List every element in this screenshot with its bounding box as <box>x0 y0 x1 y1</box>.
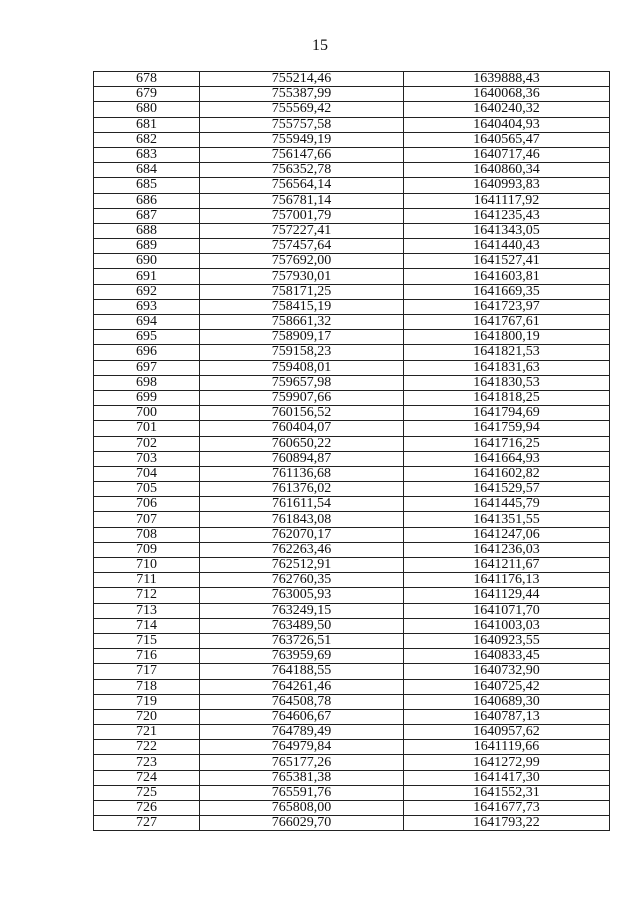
point-number-cell: 718 <box>94 679 200 694</box>
point-number-cell: 720 <box>94 709 200 724</box>
point-number-cell: 685 <box>94 178 200 193</box>
x-coordinate-cell: 760404,07 <box>200 421 404 436</box>
point-number-cell: 704 <box>94 466 200 481</box>
x-coordinate-cell: 764188,55 <box>200 664 404 679</box>
x-coordinate-cell: 758171,25 <box>200 284 404 299</box>
point-number-cell: 695 <box>94 330 200 345</box>
table-row <box>94 87 610 102</box>
point-number-cell: 726 <box>94 801 200 816</box>
table-row <box>94 588 610 603</box>
y-coordinate-cell: 1640732,90 <box>404 664 610 679</box>
table-row <box>94 664 610 679</box>
y-coordinate-cell: 1640565,47 <box>404 132 610 147</box>
y-coordinate-cell: 1641793,22 <box>404 816 610 831</box>
point-number-cell: 694 <box>94 315 200 330</box>
y-coordinate-cell: 1640068,36 <box>404 87 610 102</box>
y-coordinate-cell: 1641830,53 <box>404 375 610 390</box>
x-coordinate-cell: 758661,32 <box>200 315 404 330</box>
point-number-cell: 686 <box>94 193 200 208</box>
y-coordinate-cell: 1640923,55 <box>404 633 610 648</box>
point-number-cell: 712 <box>94 588 200 603</box>
point-number-cell: 696 <box>94 345 200 360</box>
point-number-cell: 708 <box>94 527 200 542</box>
point-number-cell: 688 <box>94 223 200 238</box>
x-coordinate-cell: 757227,41 <box>200 223 404 238</box>
y-coordinate-cell: 1640404,93 <box>404 117 610 132</box>
table-row <box>94 132 610 147</box>
x-coordinate-cell: 764261,46 <box>200 679 404 694</box>
y-coordinate-cell: 1641445,79 <box>404 497 610 512</box>
point-number-cell: 697 <box>94 360 200 375</box>
point-number-cell: 700 <box>94 406 200 421</box>
table-row <box>94 755 610 770</box>
page-number: 15 <box>312 37 328 54</box>
table-row <box>94 117 610 132</box>
point-number-cell: 703 <box>94 451 200 466</box>
table-row <box>94 740 610 755</box>
table-row <box>94 618 610 633</box>
point-number-cell: 715 <box>94 633 200 648</box>
table-row <box>94 542 610 557</box>
point-number-cell: 709 <box>94 542 200 557</box>
point-number-cell: 713 <box>94 603 200 618</box>
y-coordinate-cell: 1641723,97 <box>404 299 610 314</box>
y-coordinate-cell: 1641821,53 <box>404 345 610 360</box>
point-number-cell: 692 <box>94 284 200 299</box>
x-coordinate-cell: 757457,64 <box>200 239 404 254</box>
table-row <box>94 482 610 497</box>
y-coordinate-cell: 1639888,43 <box>404 72 610 87</box>
y-coordinate-cell: 1641818,25 <box>404 390 610 405</box>
y-coordinate-cell: 1641236,03 <box>404 542 610 557</box>
point-number-cell: 680 <box>94 102 200 117</box>
table-row <box>94 421 610 436</box>
x-coordinate-cell: 757692,00 <box>200 254 404 269</box>
point-number-cell: 681 <box>94 117 200 132</box>
point-number-cell: 705 <box>94 482 200 497</box>
y-coordinate-cell: 1641129,44 <box>404 588 610 603</box>
point-number-cell: 699 <box>94 390 200 405</box>
table-row <box>94 709 610 724</box>
y-coordinate-cell: 1641794,69 <box>404 406 610 421</box>
y-coordinate-cell: 1640689,30 <box>404 694 610 709</box>
y-coordinate-cell: 1640860,34 <box>404 163 610 178</box>
table-row <box>94 466 610 481</box>
coordinates-table-body <box>94 72 610 831</box>
x-coordinate-cell: 761376,02 <box>200 482 404 497</box>
table-row <box>94 193 610 208</box>
table-row <box>94 436 610 451</box>
point-number-cell: 690 <box>94 254 200 269</box>
point-number-cell: 679 <box>94 87 200 102</box>
point-number-cell: 678 <box>94 72 200 87</box>
y-coordinate-cell: 1640787,13 <box>404 709 610 724</box>
table-row <box>94 360 610 375</box>
x-coordinate-cell: 765808,00 <box>200 801 404 816</box>
point-number-cell: 687 <box>94 208 200 223</box>
table-row <box>94 72 610 87</box>
x-coordinate-cell: 759158,23 <box>200 345 404 360</box>
point-number-cell: 682 <box>94 132 200 147</box>
y-coordinate-cell: 1641552,31 <box>404 785 610 800</box>
x-coordinate-cell: 755214,46 <box>200 72 404 87</box>
table-row <box>94 679 610 694</box>
x-coordinate-cell: 759408,01 <box>200 360 404 375</box>
table-row <box>94 603 610 618</box>
table-row <box>94 102 610 117</box>
y-coordinate-cell: 1640240,32 <box>404 102 610 117</box>
x-coordinate-cell: 762070,17 <box>200 527 404 542</box>
y-coordinate-cell: 1641272,99 <box>404 755 610 770</box>
point-number-cell: 716 <box>94 649 200 664</box>
y-coordinate-cell: 1641716,25 <box>404 436 610 451</box>
coordinates-table <box>93 71 610 831</box>
x-coordinate-cell: 760894,87 <box>200 451 404 466</box>
y-coordinate-cell: 1640833,45 <box>404 649 610 664</box>
table-row <box>94 223 610 238</box>
table-row <box>94 239 610 254</box>
table-row <box>94 770 610 785</box>
y-coordinate-cell: 1641071,70 <box>404 603 610 618</box>
point-number-cell: 723 <box>94 755 200 770</box>
table-row <box>94 390 610 405</box>
table-row <box>94 816 610 831</box>
x-coordinate-cell: 756564,14 <box>200 178 404 193</box>
y-coordinate-cell: 1641343,05 <box>404 223 610 238</box>
table-row <box>94 451 610 466</box>
x-coordinate-cell: 761136,68 <box>200 466 404 481</box>
y-coordinate-cell: 1641800,19 <box>404 330 610 345</box>
point-number-cell: 711 <box>94 573 200 588</box>
x-coordinate-cell: 764979,84 <box>200 740 404 755</box>
x-coordinate-cell: 755757,58 <box>200 117 404 132</box>
table-row <box>94 497 610 512</box>
y-coordinate-cell: 1641119,66 <box>404 740 610 755</box>
table-row <box>94 694 610 709</box>
y-coordinate-cell: 1641767,61 <box>404 315 610 330</box>
y-coordinate-cell: 1640717,46 <box>404 147 610 162</box>
table-row <box>94 512 610 527</box>
x-coordinate-cell: 762760,35 <box>200 573 404 588</box>
y-coordinate-cell: 1641669,35 <box>404 284 610 299</box>
y-coordinate-cell: 1641759,94 <box>404 421 610 436</box>
y-coordinate-cell: 1641117,92 <box>404 193 610 208</box>
y-coordinate-cell: 1641351,55 <box>404 512 610 527</box>
x-coordinate-cell: 764789,49 <box>200 725 404 740</box>
x-coordinate-cell: 762263,46 <box>200 542 404 557</box>
x-coordinate-cell: 764508,78 <box>200 694 404 709</box>
y-coordinate-cell: 1641247,06 <box>404 527 610 542</box>
table-row <box>94 558 610 573</box>
point-number-cell: 724 <box>94 770 200 785</box>
table-row <box>94 345 610 360</box>
x-coordinate-cell: 763959,69 <box>200 649 404 664</box>
table-row <box>94 330 610 345</box>
x-coordinate-cell: 755949,19 <box>200 132 404 147</box>
x-coordinate-cell: 757001,79 <box>200 208 404 223</box>
x-coordinate-cell: 760650,22 <box>200 436 404 451</box>
x-coordinate-cell: 763726,51 <box>200 633 404 648</box>
x-coordinate-cell: 765381,38 <box>200 770 404 785</box>
point-number-cell: 689 <box>94 239 200 254</box>
point-number-cell: 727 <box>94 816 200 831</box>
point-number-cell: 691 <box>94 269 200 284</box>
y-coordinate-cell: 1641003,03 <box>404 618 610 633</box>
y-coordinate-cell: 1641440,43 <box>404 239 610 254</box>
table-row <box>94 725 610 740</box>
y-coordinate-cell: 1641529,57 <box>404 482 610 497</box>
point-number-cell: 701 <box>94 421 200 436</box>
table-row <box>94 785 610 800</box>
point-number-cell: 698 <box>94 375 200 390</box>
table-row <box>94 801 610 816</box>
x-coordinate-cell: 755569,42 <box>200 102 404 117</box>
x-coordinate-cell: 759657,98 <box>200 375 404 390</box>
x-coordinate-cell: 763489,50 <box>200 618 404 633</box>
point-number-cell: 719 <box>94 694 200 709</box>
table-row <box>94 208 610 223</box>
y-coordinate-cell: 1641176,13 <box>404 573 610 588</box>
x-coordinate-cell: 765177,26 <box>200 755 404 770</box>
x-coordinate-cell: 761843,08 <box>200 512 404 527</box>
y-coordinate-cell: 1641211,67 <box>404 558 610 573</box>
y-coordinate-cell: 1641664,93 <box>404 451 610 466</box>
table-row <box>94 573 610 588</box>
point-number-cell: 702 <box>94 436 200 451</box>
point-number-cell: 693 <box>94 299 200 314</box>
x-coordinate-cell: 761611,54 <box>200 497 404 512</box>
table-row <box>94 649 610 664</box>
x-coordinate-cell: 763005,93 <box>200 588 404 603</box>
x-coordinate-cell: 756781,14 <box>200 193 404 208</box>
table-row <box>94 269 610 284</box>
x-coordinate-cell: 756147,66 <box>200 147 404 162</box>
point-number-cell: 722 <box>94 740 200 755</box>
point-number-cell: 725 <box>94 785 200 800</box>
x-coordinate-cell: 756352,78 <box>200 163 404 178</box>
table-row <box>94 527 610 542</box>
table-row <box>94 178 610 193</box>
y-coordinate-cell: 1641831,63 <box>404 360 610 375</box>
table-row <box>94 163 610 178</box>
x-coordinate-cell: 766029,70 <box>200 816 404 831</box>
x-coordinate-cell: 764606,67 <box>200 709 404 724</box>
point-number-cell: 714 <box>94 618 200 633</box>
point-number-cell: 717 <box>94 664 200 679</box>
x-coordinate-cell: 765591,76 <box>200 785 404 800</box>
table-row <box>94 633 610 648</box>
table-row <box>94 147 610 162</box>
point-number-cell: 683 <box>94 147 200 162</box>
table-row <box>94 406 610 421</box>
y-coordinate-cell: 1641417,30 <box>404 770 610 785</box>
x-coordinate-cell: 755387,99 <box>200 87 404 102</box>
y-coordinate-cell: 1640957,62 <box>404 725 610 740</box>
y-coordinate-cell: 1641602,82 <box>404 466 610 481</box>
x-coordinate-cell: 760156,52 <box>200 406 404 421</box>
y-coordinate-cell: 1640993,83 <box>404 178 610 193</box>
table-row <box>94 315 610 330</box>
point-number-cell: 707 <box>94 512 200 527</box>
y-coordinate-cell: 1641235,43 <box>404 208 610 223</box>
x-coordinate-cell: 763249,15 <box>200 603 404 618</box>
table-row <box>94 284 610 299</box>
point-number-cell: 721 <box>94 725 200 740</box>
point-number-cell: 706 <box>94 497 200 512</box>
table-row <box>94 375 610 390</box>
point-number-cell: 710 <box>94 558 200 573</box>
y-coordinate-cell: 1640725,42 <box>404 679 610 694</box>
y-coordinate-cell: 1641603,81 <box>404 269 610 284</box>
y-coordinate-cell: 1641677,73 <box>404 801 610 816</box>
x-coordinate-cell: 759907,66 <box>200 390 404 405</box>
x-coordinate-cell: 757930,01 <box>200 269 404 284</box>
point-number-cell: 684 <box>94 163 200 178</box>
table-row <box>94 299 610 314</box>
x-coordinate-cell: 758909,17 <box>200 330 404 345</box>
x-coordinate-cell: 758415,19 <box>200 299 404 314</box>
table-row <box>94 254 610 269</box>
x-coordinate-cell: 762512,91 <box>200 558 404 573</box>
y-coordinate-cell: 1641527,41 <box>404 254 610 269</box>
